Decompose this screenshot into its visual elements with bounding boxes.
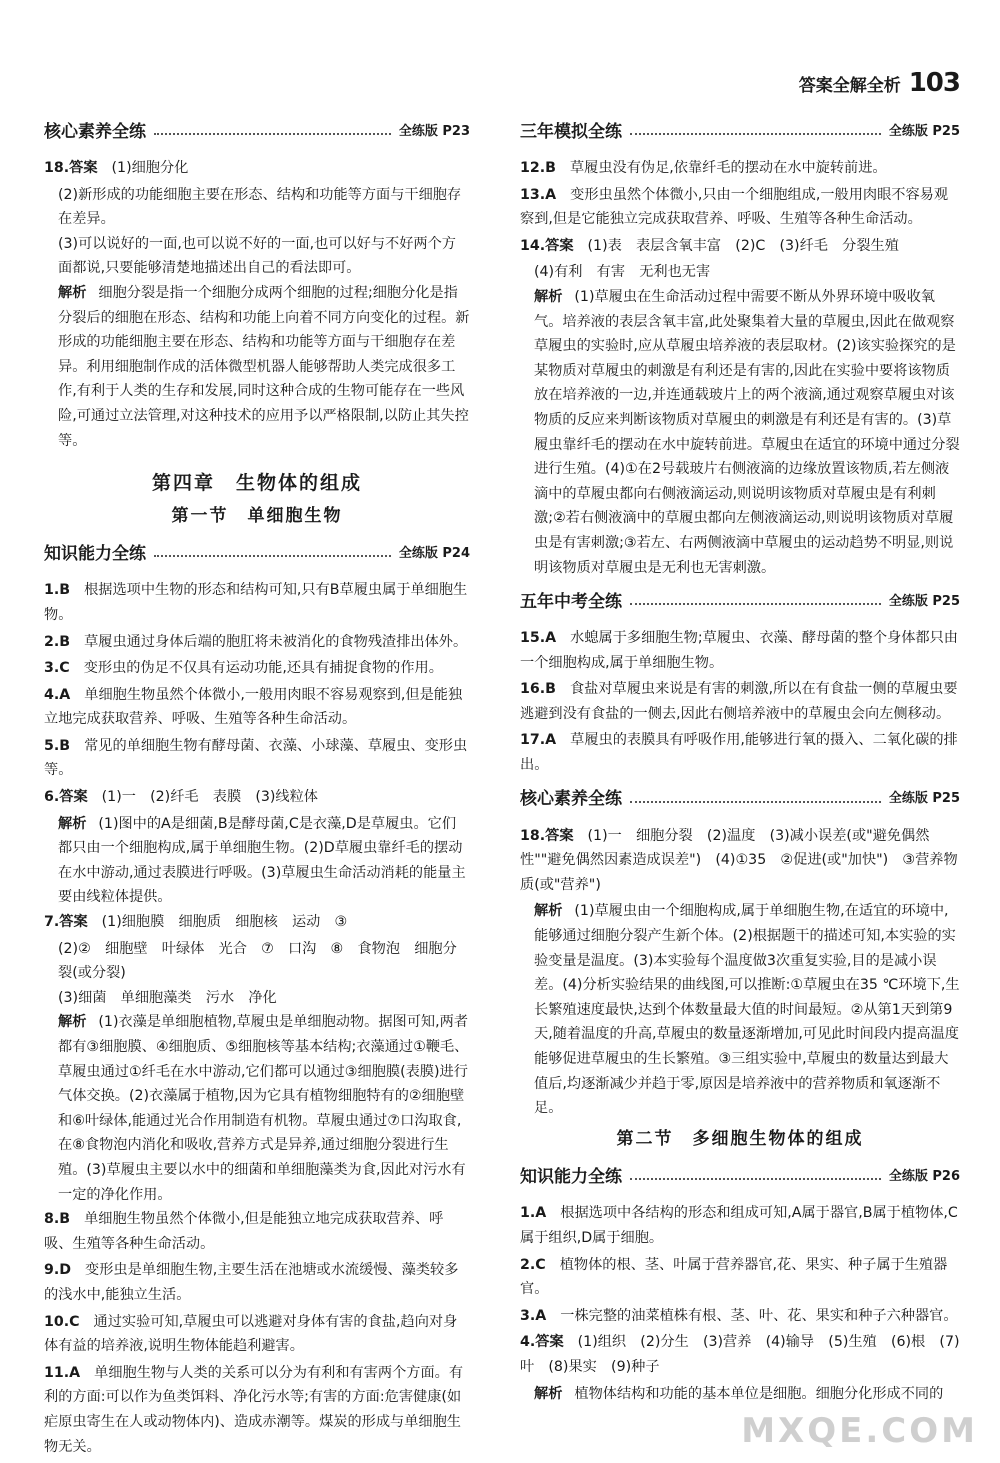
answer-continuation: (2)新形成的功能细胞主要在形态、结构和功能等方面与干细胞存在差异。 [58, 186, 462, 228]
section-title: 知识能力全练 [44, 544, 146, 565]
answer-number: 18.答案 [44, 160, 98, 176]
answer-text: 食盐对草履虫来说是有害的刺激,所以在有食盐一侧的草履虫要逃避到没有食盐的一侧去,因此右侧培养液中的草履虫会向左侧移动。 [520, 681, 958, 722]
answer-number: 16.B [520, 681, 556, 698]
answer-text: 常见的单细胞生物有酵母菌、衣藻、小球藻、草履虫、变形虫等。 [44, 737, 468, 779]
answer-text: 一株完整的油菜植株有根、茎、叶、花、果实和种子六种器官。 [560, 1307, 958, 1324]
answer-text: 水螅属于多细胞生物;草履虫、衣藻、酵母菌的整个身体都只由一个细胞构成,属于单细胞生物。 [520, 630, 958, 671]
answer-number: 13.A [520, 186, 557, 203]
answer-item [44, 630, 470, 655]
section-header [520, 1163, 960, 1191]
analysis-text: 细胞分裂是指一个细胞分成两个细胞的过程;细胞分化是指分裂后的细胞在形态、结构和功能上向着不同方向变化的过程。新形成的功能细胞主要在形态、结构和功能等方面与干细胞存在差异。利用细胞制作成的活体微型机器人能够帮助人类完成很多工作,有利于人类的生存和发展,同时这种合成的生物可能存在一些风险,可通过立法管理,对这种技术的应用予以严格限制,以防止其失控等。 [58, 284, 470, 449]
answer-text: 植物体的根、茎、叶属于营养器官,花、果实、种子属于生殖器官。 [520, 1256, 948, 1298]
section-title: 知识能力全练 [520, 1167, 622, 1188]
chapter-title: 第四章 生物体的组成 [151, 472, 362, 495]
section-title: 核心素养全练 [520, 789, 622, 810]
answer-continuation: (3)可以说好的一面,也可以说不好的一面,也可以好与不好两个方面都说,只要能够清楚地描述出自己的看法即可。 [58, 235, 456, 277]
answer-text: 变形虫是单细胞生物,主要生活在池塘或水流缓慢、藻类较多的浅水中,能独立生活。 [44, 1262, 459, 1303]
dotted-leader [154, 133, 391, 135]
answer-text: 单细胞生物虽然个体微小,但是能独立地完成获取营养、呼吸、生殖等各种生命活动。 [44, 1211, 444, 1252]
section-title: 五年中考全练 [520, 591, 622, 612]
answer-item [520, 183, 960, 232]
answer-number: 7.答案 [44, 914, 88, 931]
answer-text: (1)一 (2)纤毛 表膜 (3)线粒体 [101, 789, 318, 806]
answer-item [520, 1201, 960, 1250]
answer-item [520, 234, 960, 259]
answer-text: 草履虫通过身体后端的胞肛将未被消化的食物残渣排出体外。 [84, 633, 468, 650]
page-header [799, 68, 960, 98]
answer-item [520, 1253, 960, 1302]
answer-item [520, 1330, 960, 1379]
answer-text: 单细胞生物与人类的关系可以分为有利和有害两个方面。有利的方面:可以作为鱼类饵料、净化污水等;有害的方面:危害健康(如疟原虫寄生在人或动物体内)、造成赤潮等。煤炭的形成与单细胞生物无关。 [44, 1364, 464, 1455]
answer-number: 11.A [44, 1364, 81, 1381]
section-ref: 全练版 P25 [888, 593, 960, 609]
answer-number: 6.答案 [44, 789, 88, 806]
answer-text: 根据选项中生物的形态和结构可知,只有B草履虫属于单细胞生物。 [44, 582, 468, 623]
answer-number: 17.A [520, 732, 557, 749]
section-ref: 全练版 P26 [888, 1169, 960, 1185]
answer-number: 18.答案 [520, 827, 574, 844]
answer-number: 5.B [44, 737, 71, 754]
analysis-text: (1)草履虫在生命活动过程中需要不断从外界环境中吸收氧气。培养液的表层含氧丰富,此处聚集着大量的草履虫,因此在做观察草履虫的实验时,应从草履虫培养液的表层取材。(2)该实验探究的是某物质对草履虫的刺激是有利还是有害的,因此在实验中要将该物质放在培养液的一边,并连通载玻片上的两个液滴,通过观察草履虫对该物质的反应来判断该物质对草履虫的刺激是有利还是有害的。(3)草履虫靠纤毛的摆动在水中旋转前进。草履虫在适宜的环境中通过分裂进行生殖。(4)①在2号载玻片右侧液滴的边缘放置该物质,若左侧液滴中的草履虫都向右侧液滴运动,则说明该物质对草履虫是有利刺激;②若右侧液滴中的草履虫都向左侧液滴运动,则说明该物质对草履虫是有害刺激;③若左、右两侧液滴中草履虫的运动趋势不明显,则说明该物质对草履虫是无利也无害刺激。 [534, 288, 960, 576]
section-header [44, 540, 470, 568]
answer-text: (1)一 细胞分裂 (2)温度 (3)减小误差(或"避免偶然性""避免偶然因素造成误差") (4)①35 ②促进(或"加快") ③营养物质(或"营养") [520, 827, 958, 893]
left-column [44, 110, 470, 1461]
section-header [520, 786, 960, 814]
section-header [44, 118, 470, 146]
dotted-leader [630, 603, 881, 605]
subsection-title: 第二节 多细胞生物体的组成 [616, 1128, 864, 1149]
answer-item [44, 1361, 470, 1459]
answer-item [520, 728, 960, 777]
analysis-text: (1)衣藻是单细胞植物,草履虫是单细胞动物。据图可知,两者都有③细胞膜、④细胞质、⑤细胞核等基本结构;衣藻通过①鞭毛、草履虫通过①纤毛在水中游动,它们都可以通过③细胞膜(表膜)进行气体交换。(2)衣藻属于植物,因为它具有植物细胞特有的②细胞壁和⑥叶绿体,能通过光合作用制造有机物。草履虫通过⑦口沟取食,在⑧食物泡内消化和吸收,营养方式是异养,通过细胞分裂进行生殖。(3)草履虫主要以水中的细菌和单细胞藻类为食,因此对污水有一定的净化作用。 [58, 1014, 469, 1203]
answer-text: 变形虫虽然个体微小,只由一个细胞组成,一般用肉眼不容易观察到,但是它能独立完成获取营养、呼吸、生殖等各种生命活动。 [520, 186, 949, 228]
section-header [520, 118, 960, 146]
right-column [520, 110, 960, 1406]
answer-item [520, 1304, 960, 1329]
answer-item [520, 824, 960, 898]
answer-number: 8.B [44, 1211, 71, 1228]
answer-text: (1)表 表层含氧丰富 (2)C (3)纤毛 分裂生殖 [587, 237, 899, 254]
answer-item [44, 910, 470, 935]
subsection-title: 第一节 单细胞生物 [171, 505, 343, 526]
answer-number: 1.A [520, 1205, 547, 1222]
watermark: MXQE.COM [741, 1411, 978, 1451]
dotted-leader [630, 133, 881, 135]
answer-number: 14.答案 [520, 237, 574, 254]
page-number: 103 [908, 68, 960, 98]
answer-item [520, 677, 960, 726]
answer-continuation: (2)② 细胞壁 叶绿体 光合 ⑦ 口沟 ⑧ 食物泡 细胞分裂(或分裂) [58, 940, 457, 982]
answer-number: 3.C [44, 660, 70, 677]
answer-text: (1)细胞膜 细胞质 细胞核 运动 ③ [101, 914, 348, 931]
answer-item [44, 1207, 470, 1256]
analysis-text: (1)图中的A是细菌,B是酵母菌,C是衣藻,D是草履虫。它们都只由一个细胞构成,属于单细胞生物。(2)D草履虫靠纤毛的摆动在水中游动,通过表膜进行呼吸。(3)草履虫生命活动消耗的能量主要由线粒体提供。 [58, 815, 466, 906]
answer-text: 根据选项中各结构的形态和组成可知,A属于器官,B属于植物体,C属于组织,D属于细胞。 [520, 1205, 958, 1246]
answer-text: 单细胞生物虽然个体微小,一般用肉眼不容易观察到,但是能独立地完成获取营养、呼吸、生殖等各种生命活动。 [44, 686, 463, 728]
dotted-leader [630, 801, 881, 803]
section-title: 核心素养全练 [44, 121, 146, 142]
answer-item [44, 578, 470, 627]
answer-item [44, 734, 470, 783]
analysis-label: 解析 [58, 284, 87, 301]
answer-item [44, 156, 470, 181]
analysis-text: (1)草履虫由一个细胞构成,属于单细胞生物,在适宜的环境中,能够通过细胞分裂产生新个体。(2)根据题干的描述可知,本实验的实验变量是温度。(3)本实验每个温度做3次重复实验,目的是减小误差。(4)分析实验结果的曲线图,可以推断:①草履虫在35 ℃环境下,生长繁殖速度最快,达到个体数量最大值的时间最短。②从第1天到第9天,随着温度的升高,草履虫的数量逐渐增加,可见此时间段内提高温度能够促进草履虫的生长繁殖。③三组实验中,草履虫的数量达到最大值后,均逐渐减少并趋于零,原因是培养液中的营养物质和氧逐渐不足。 [534, 903, 960, 1117]
analysis-block [520, 899, 960, 1120]
answer-text: 草履虫的表膜具有呼吸作用,能够进行氧的摄入、二氧化碳的排出。 [520, 732, 958, 774]
analysis-block [44, 281, 470, 453]
section-ref: 全练版 P25 [888, 123, 960, 139]
section-ref: 全练版 P25 [888, 791, 960, 807]
answer-number: 4.A [44, 686, 71, 703]
analysis-block [520, 285, 960, 580]
answer-number: 2.C [520, 1256, 546, 1273]
answer-number: 3.A [520, 1307, 547, 1324]
answer-continuation: (4)有利 有害 无利也无害 [534, 264, 711, 281]
answer-item [44, 683, 470, 732]
header-title: 答案全解全析 [798, 76, 901, 96]
dotted-leader [154, 555, 391, 557]
analysis-block [520, 1382, 960, 1407]
answer-text: 通过实验可知,草履虫可以逃避对身体有害的食盐,趋向对身体有益的培养液,说明生物体能趋利避害。 [44, 1313, 458, 1355]
analysis-block [44, 1010, 470, 1207]
section-ref: 全练版 P24 [398, 546, 470, 562]
answer-number: 15.A [520, 630, 557, 647]
answer-item [44, 1310, 470, 1359]
answer-item [520, 626, 960, 675]
analysis-label: 解析 [534, 1385, 563, 1402]
dotted-leader [630, 1178, 881, 1180]
answer-number: 12.B [520, 160, 556, 176]
answer-text: (1)组织 (2)分生 (3)营养 (4)输导 (5)生殖 (6)根 (7)叶 (8)果实 (9)种子 [520, 1334, 960, 1375]
analysis-label: 解析 [534, 903, 563, 920]
answer-item [44, 1258, 470, 1307]
answer-continuation: (3)细菌 单细胞藻类 污水 净化 [58, 989, 277, 1006]
section-ref: 全练版 P23 [398, 123, 470, 139]
answer-text: (1)细胞分化 [111, 160, 189, 176]
analysis-block [44, 812, 470, 910]
analysis-label: 解析 [58, 815, 87, 832]
analysis-text: 植物体结构和功能的基本单位是细胞。细胞分化形成不同的 [574, 1385, 944, 1402]
answer-number: 4.答案 [520, 1334, 564, 1351]
section-header [520, 588, 960, 616]
analysis-label: 解析 [534, 288, 563, 305]
answer-item [44, 656, 470, 681]
answer-number: 1.B [44, 582, 71, 599]
analysis-label: 解析 [58, 1014, 87, 1031]
answer-item [44, 785, 470, 810]
answer-number: 10.C [44, 1313, 80, 1330]
answer-text: 草履虫没有伪足,依靠纤毛的摆动在水中旋转前进。 [569, 160, 887, 176]
answer-text: 变形虫的伪足不仅具有运动功能,还具有捕捉食物的作用。 [83, 660, 443, 677]
answer-number: 9.D [44, 1262, 72, 1279]
answer-item [520, 156, 960, 181]
answer-number: 2.B [44, 633, 71, 650]
section-title: 三年模拟全练 [520, 121, 622, 142]
